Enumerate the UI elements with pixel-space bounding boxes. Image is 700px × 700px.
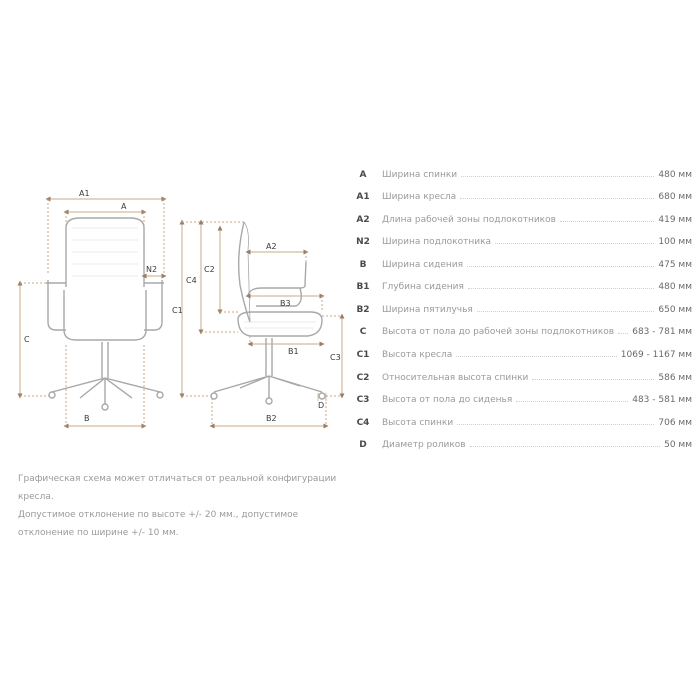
spec-row <box>352 367 692 383</box>
spec-row <box>352 434 692 450</box>
spec-value: 50 мм <box>664 440 692 450</box>
spec-name: Высота от пола до сиденья <box>382 395 513 405</box>
spec-name: Ширина кресла <box>382 192 457 202</box>
front-dimension-lines <box>20 199 164 426</box>
dim-label-c3: C3 <box>330 353 341 362</box>
dim-label-b3: B3 <box>280 299 291 308</box>
spec-value: 683 - 781 мм <box>632 327 692 337</box>
dim-label-a1: A1 <box>79 189 90 198</box>
dim-label-b1: B1 <box>288 347 299 356</box>
spec-leader-dots <box>461 176 654 177</box>
spec-name: Высота спинки <box>382 418 454 428</box>
dim-label-c: C <box>24 335 30 344</box>
spec-leader-dots <box>618 333 628 334</box>
side-seat-mesh <box>244 322 316 328</box>
spec-row <box>352 389 692 405</box>
spec-code: B <box>359 260 367 270</box>
spec-value: 483 - 581 мм <box>632 395 692 405</box>
spec-row <box>352 164 692 180</box>
dim-label-a2: A2 <box>266 242 277 251</box>
spec-value: 650 мм <box>658 305 692 315</box>
spec-name: Высота кресла <box>382 350 453 360</box>
spec-row <box>352 321 692 337</box>
spec-row <box>352 186 692 202</box>
spec-code: B1 <box>356 282 370 292</box>
spec-name: Длина рабочей зоны подлокотников <box>382 215 556 225</box>
spec-value: 480 мм <box>658 170 692 180</box>
spec-value: 706 мм <box>658 418 692 428</box>
spec-name: Ширина сидения <box>382 260 463 270</box>
spec-leader-dots <box>468 288 654 289</box>
note-graphic-scheme: Графическая схема может отличаться от реальной конфигурации кресла. <box>18 474 337 502</box>
spec-name: Диаметр роликов <box>382 440 466 450</box>
spec-code: A1 <box>356 192 370 202</box>
spec-code: C1 <box>356 350 370 360</box>
spec-code: A <box>359 170 367 180</box>
dim-label-b: B <box>84 414 90 423</box>
dim-label-b2: B2 <box>266 414 277 423</box>
spec-row <box>352 276 692 292</box>
spec-value: 586 мм <box>658 373 692 383</box>
spec-leader-dots <box>470 446 660 447</box>
spec-value: 480 мм <box>658 282 692 292</box>
spec-value: 100 мм <box>658 237 692 247</box>
dim-label-c2: C2 <box>204 265 215 274</box>
spec-leader-dots <box>456 356 617 357</box>
spec-value: 680 мм <box>658 192 692 202</box>
spec-leader-dots <box>560 221 654 222</box>
spec-value: 475 мм <box>658 260 692 270</box>
spec-name: Относительная высота спинки <box>382 373 529 383</box>
spec-leader-dots <box>460 198 654 199</box>
dim-label-n2: N2 <box>146 265 158 274</box>
spec-leader-dots <box>516 401 628 402</box>
spec-leader-dots <box>477 311 655 312</box>
dim-label-c4: C4 <box>186 276 197 285</box>
spec-code: C <box>359 327 367 337</box>
spec-row <box>352 231 692 247</box>
spec-code: B2 <box>356 305 370 315</box>
spec-name: Ширина подлокотника <box>382 237 492 247</box>
dim-label-c1: C1 <box>172 306 183 315</box>
spec-row <box>352 254 692 270</box>
spec-code: N2 <box>356 237 370 247</box>
spec-value: 419 мм <box>658 215 692 225</box>
spec-row <box>352 344 692 360</box>
dim-label-d: D <box>318 401 325 410</box>
spec-name: Высота от пола до рабочей зоны подлокотников <box>382 327 615 337</box>
spec-name: Ширина спинки <box>382 170 458 180</box>
spec-code: C3 <box>356 395 370 405</box>
spec-leader-dots <box>495 243 654 244</box>
spec-code: C2 <box>356 373 370 383</box>
spec-leader-dots <box>457 424 654 425</box>
front-view-chair <box>46 218 164 410</box>
dim-label-a: A <box>121 202 127 211</box>
side-dimension-lines <box>182 222 342 426</box>
note-tolerance: Допустимое отклонение по высоте +/- 20 мм., допустимое отклонение по ширине +/- 10 мм. <box>18 510 299 538</box>
spec-name: Ширина пятилучья <box>382 305 473 315</box>
spec-row <box>352 412 692 428</box>
spec-leader-dots <box>467 266 654 267</box>
spec-name: Глубина сидения <box>382 282 464 292</box>
spec-row <box>352 209 692 225</box>
spec-code: A2 <box>356 215 370 225</box>
spec-row <box>352 299 692 315</box>
spec-leader-dots <box>532 379 654 380</box>
front-backrest-mesh <box>72 228 138 276</box>
spec-value: 1069 - 1167 мм <box>620 350 692 360</box>
disclaimer-notes <box>18 470 348 542</box>
spec-code: C4 <box>356 418 370 428</box>
spec-code: D <box>359 440 367 450</box>
